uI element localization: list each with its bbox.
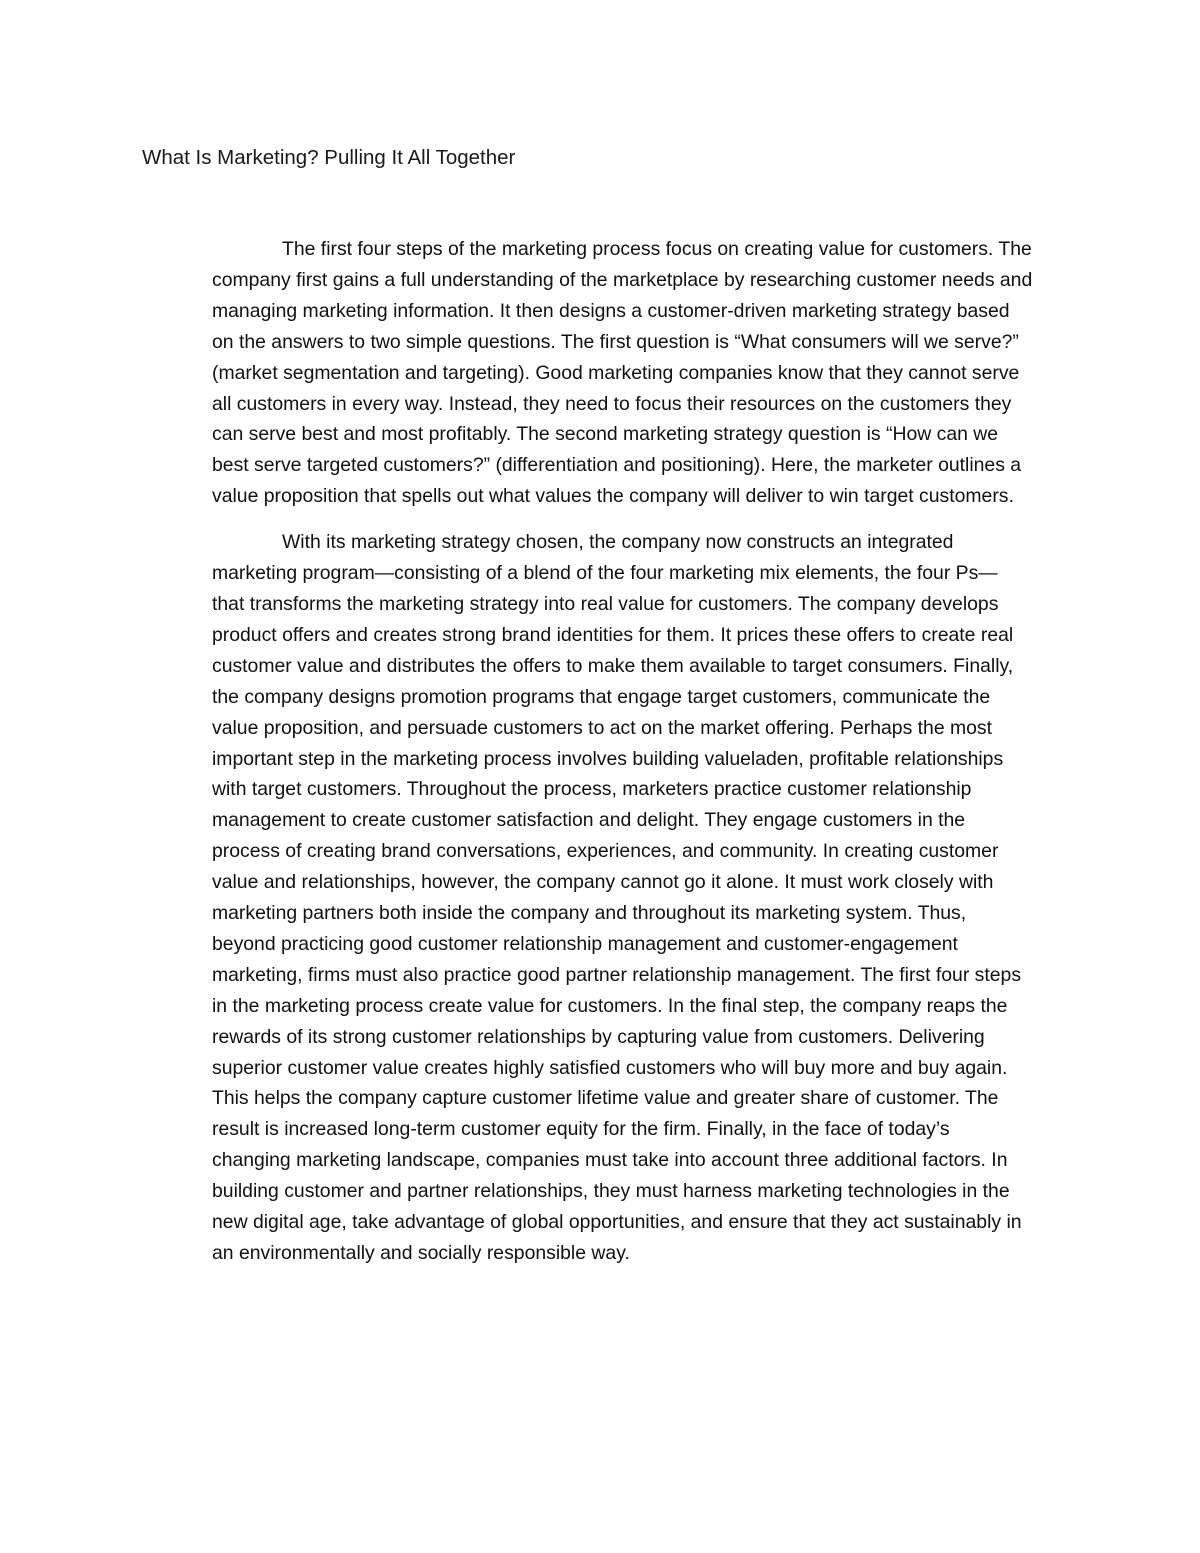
paragraph-line: company first gains a full understanding of the marketplace by researching customer needs and <box>212 268 1033 291</box>
paragraph-line: marketing, firms must also practice good partner relationship management. The first four steps <box>212 963 1022 986</box>
paragraph-line: building customer and partner relationships, they must harness marketing technologies in the <box>212 1180 1010 1203</box>
paragraph-line: product offers and creates strong brand identities for them. It prices these offers to create real <box>212 623 1014 646</box>
document-title: What Is Marketing? Pulling It All Together <box>142 146 516 169</box>
paragraph-line: the company designs promotion programs that engage target customers, communicate the <box>212 685 991 708</box>
paragraph-line: marketing program—consisting of a blend of the four marketing mix elements, the four Ps— <box>212 562 998 585</box>
paragraph-line: The first four steps of the marketing process focus on creating value for customers. The <box>282 238 1032 260</box>
paragraph-line: rewards of its strong customer relationships by capturing value from customers. Delivering <box>212 1025 985 1048</box>
paragraph-line: This helps the company capture customer lifetime value and greater share of customer. The <box>212 1087 999 1110</box>
paragraph-line: marketing partners both inside the company and throughout its marketing system. Thus, <box>212 902 967 925</box>
paragraph-line: customer value and distributes the offers to make them available to target consumers. Finally, <box>212 654 1014 677</box>
paragraph-line: management to create customer satisfaction and delight. They engage customers in the <box>212 809 966 832</box>
paragraph-line: can serve best and most profitably. The second marketing strategy question is “How can we <box>212 423 999 446</box>
paragraph-line: changing marketing landscape, companies must take into account three additional factors. In <box>212 1149 1008 1172</box>
paragraph-line: with target customers. Throughout the process, marketers practice customer relationship <box>212 778 972 801</box>
paragraph-line: on the answers to two simple questions. The first question is “What consumers will we serve?” <box>212 330 1019 353</box>
paragraph-line: result is increased long-term customer equity for the firm. Finally, in the face of today’s <box>212 1118 950 1141</box>
body-paragraph <box>142 234 1060 512</box>
paragraph-line: new digital age, take advantage of global opportunities, and ensure that they act sustainably in <box>212 1211 1022 1234</box>
paragraph-line: value proposition that spells out what values the company will deliver to win target customers. <box>212 485 1014 508</box>
paragraph-line: that transforms the marketing strategy into real value for customers. The company develops <box>212 592 999 615</box>
paragraph-line: value and relationships, however, the company cannot go it alone. It must work closely with <box>212 871 994 894</box>
paragraph-line: an environmentally and socially responsible way. <box>212 1242 630 1264</box>
paragraph-line: value proposition, and persuade customers to act on the market offering. Perhaps the most <box>212 716 993 739</box>
document-body <box>142 234 1060 1284</box>
paragraph-line: all customers in every way. Instead, they need to focus their resources on the customers they <box>212 392 1012 415</box>
paragraph-line: best serve targeted customers?” (differentiation and positioning). Here, the marketer outlines a <box>212 454 1022 477</box>
paragraph-line: (market segmentation and targeting). Good marketing companies know that they cannot serve <box>212 361 1020 384</box>
paragraph-line: beyond practicing good customer relationship management and customer-engagement <box>212 932 958 955</box>
body-paragraph <box>142 527 1060 1269</box>
paragraph-line: process of creating brand conversations, experiences, and community. In creating customer <box>212 840 999 863</box>
paragraph-line: important step in the marketing process involves building valueladen, profitable relationships <box>212 747 1004 770</box>
paragraph-line: With its marketing strategy chosen, the company now constructs an integrated <box>282 531 954 554</box>
paragraph-line: in the marketing process create value for customers. In the final step, the company reaps the <box>212 994 1008 1017</box>
paragraph-line: superior customer value creates highly satisfied customers who will buy more and buy again. <box>212 1056 1008 1079</box>
paragraph-line: managing marketing information. It then designs a customer-driven marketing strategy based <box>212 299 1010 322</box>
